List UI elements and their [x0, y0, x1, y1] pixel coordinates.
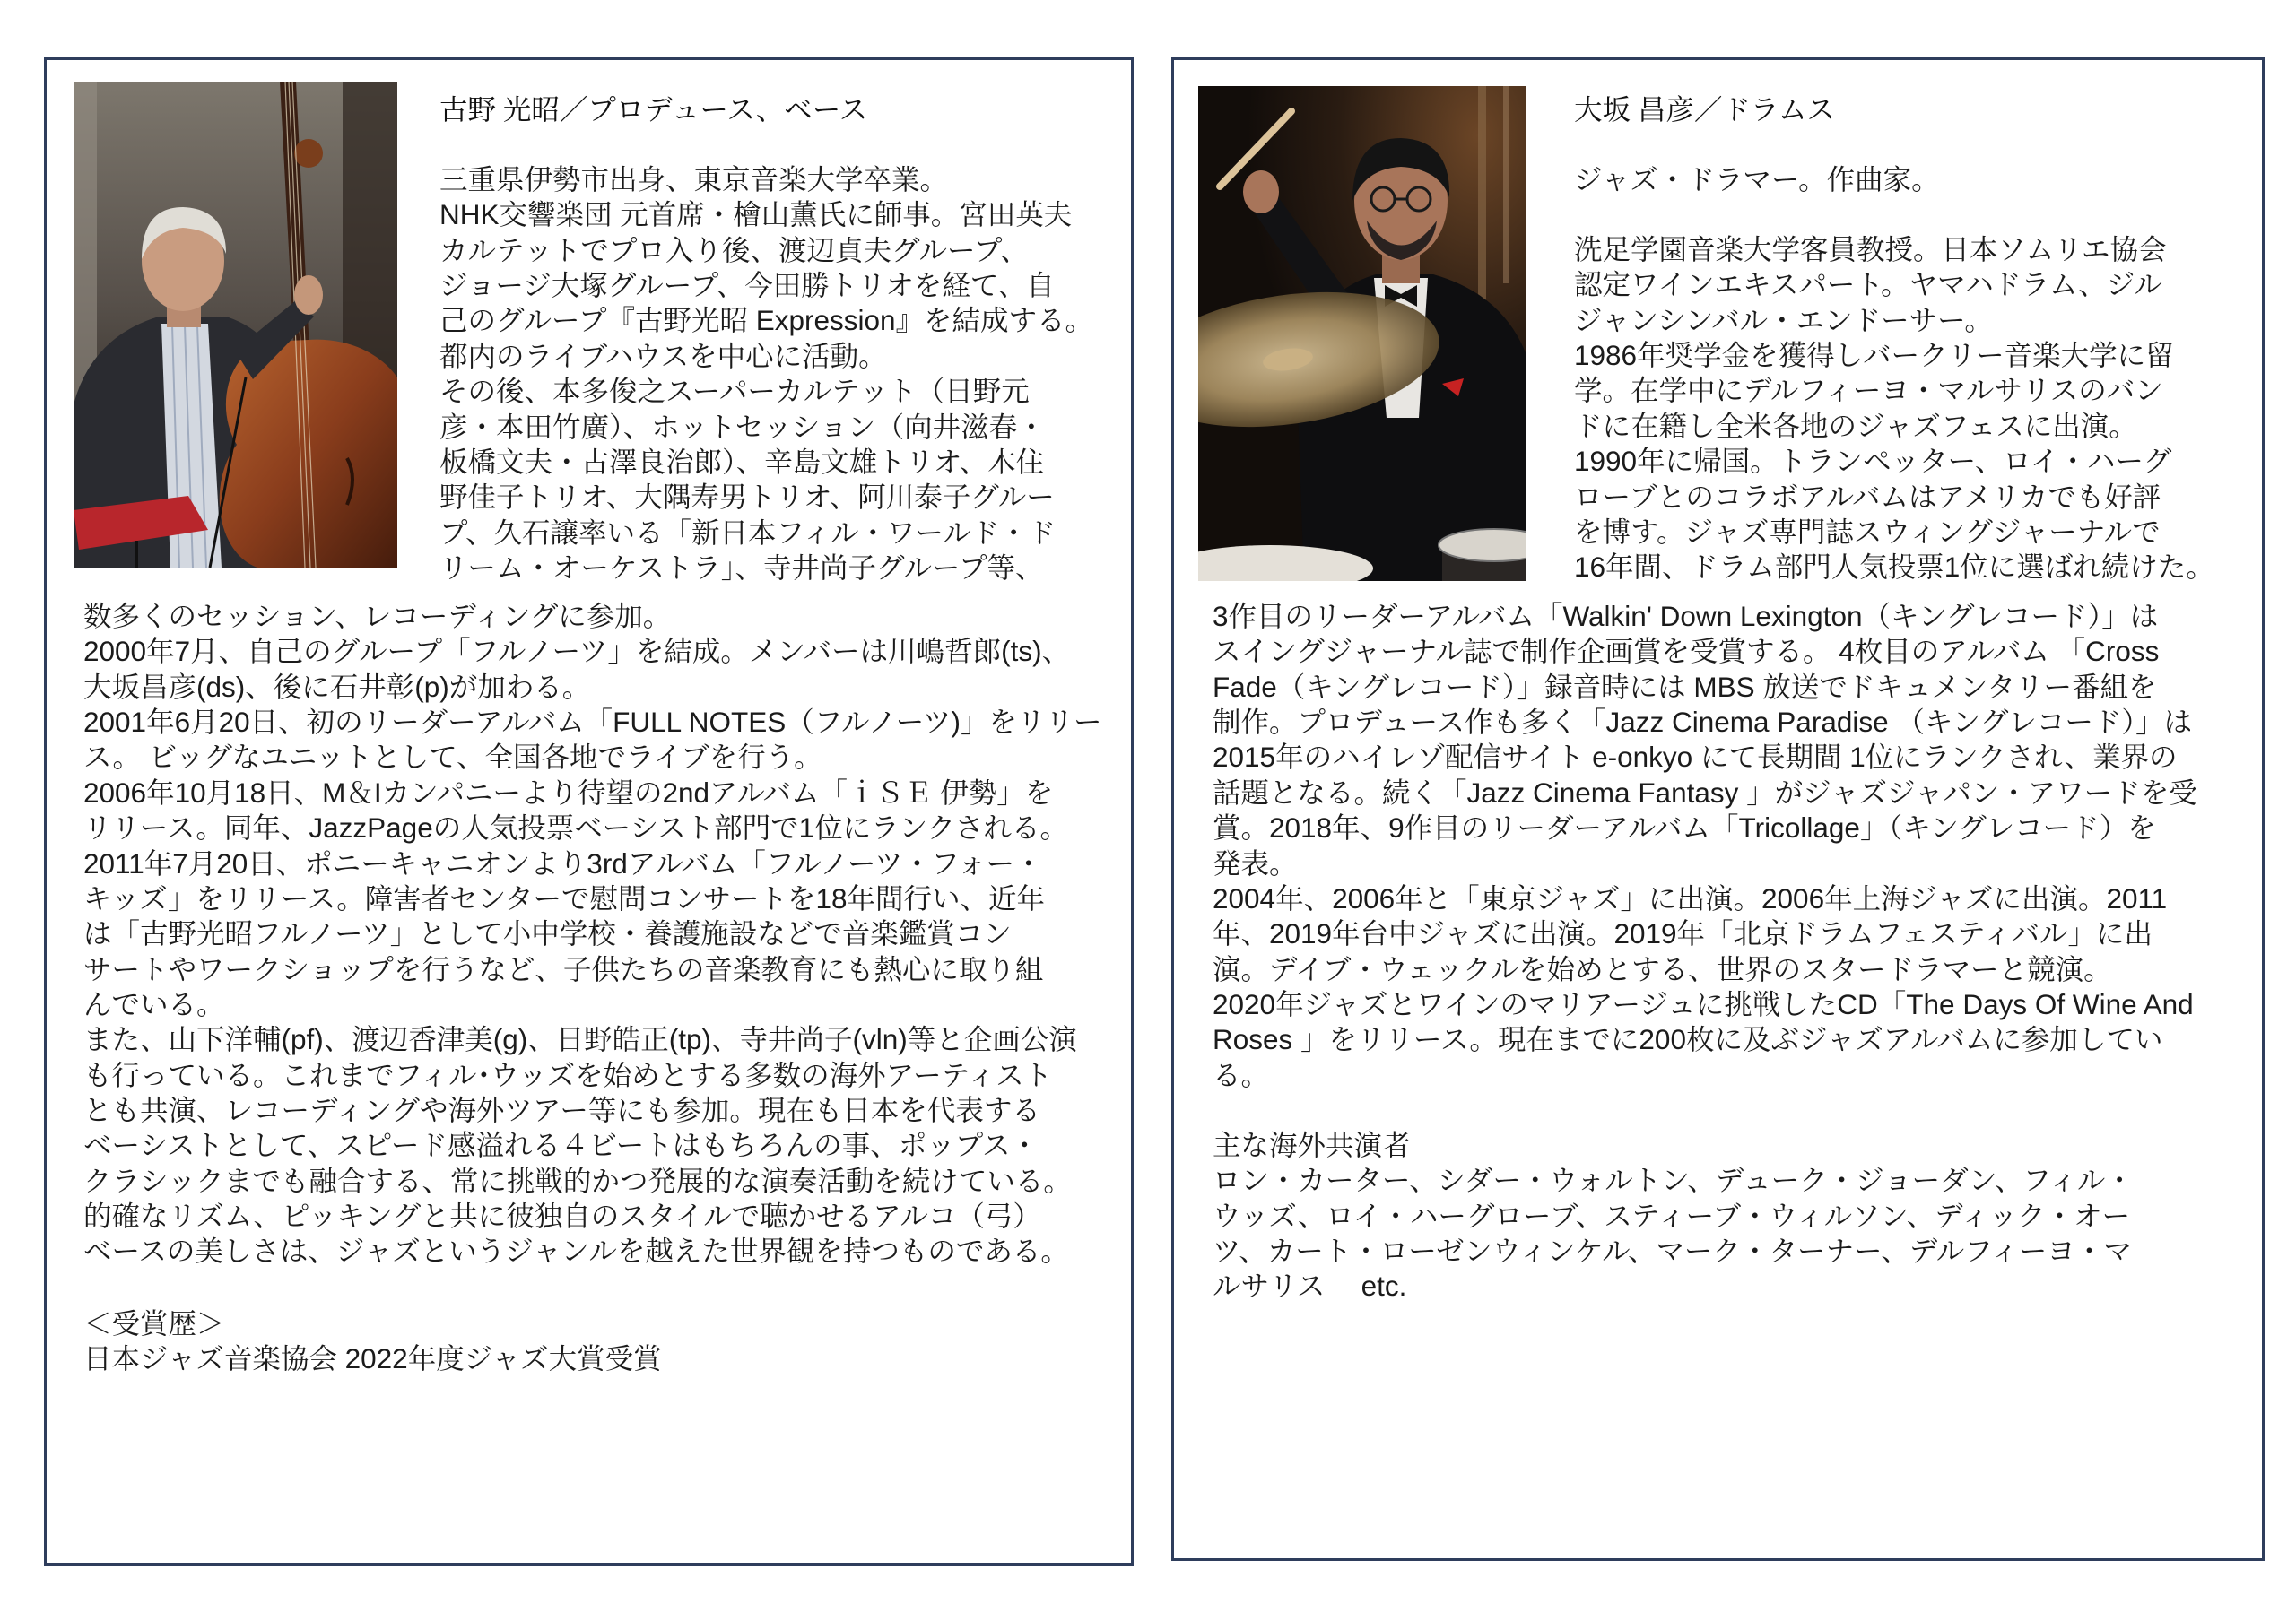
bio-line: 16年間、ドラム部門人気投票1位に選ばれ続けた。	[1574, 551, 2214, 584]
bio-line: ドに在籍し全米各地のジャズフェスに出演。	[1574, 409, 2137, 442]
drummer-photo	[1198, 86, 1526, 581]
bio-line: 制作。プロデュース作も多く「Jazz Cinema Paradise （キングレコード）」は	[1213, 706, 2193, 739]
bio-line: 2006年10月18日、M＆Iカンパニーより待望の2ndアルバム「ｉＳＥ 伊勢」を	[83, 776, 1054, 809]
bio-line: 1990年に帰国。トランペッター、ロイ・ハーグ	[1574, 445, 2172, 478]
collaborators-section	[1213, 1128, 2134, 1305]
bio-line: カルテットでプロ入り後、渡辺貞夫グループ、	[439, 233, 1029, 266]
awards-section	[83, 1306, 662, 1377]
bio-line: も行っている。これまでフィル･ウッズを始めとする多数の海外アーティスト	[83, 1058, 1053, 1091]
awards-list	[83, 1341, 662, 1376]
bio-line: は「古野光昭フルノーツ」として小中学校・養護施設などで音楽鑑賞コン	[83, 917, 1012, 950]
bio-line: ジョージ大塚グループ、今田勝トリオを経て、自	[439, 269, 1055, 302]
collaborators-list	[1213, 1163, 2134, 1304]
bassist-hand	[294, 275, 323, 315]
bio-line: 三重県伊勢市出身、東京音楽大学卒業。	[439, 163, 949, 195]
award-item: 日本ジャズ音楽協会 2022年度ジャズ大賞受賞	[83, 1342, 662, 1375]
bio-line: 都内のライブハウスを中心に活動。	[439, 339, 887, 372]
bio-line: 1986年奨学金を獲得しバークリー音楽大学に留	[1574, 339, 2174, 372]
bio-line: 2015年のハイレゾ配信サイト e-onkyo にて長期間 1位にランクされ、業界の	[1213, 741, 2178, 774]
bio-line: ベースの美しさは、ジャズというジャンルを越えた世界観を持つものである。	[83, 1235, 1069, 1268]
bio-line: リーム・オーケストラ」、寺井尚子グループ等、	[439, 551, 1044, 584]
collaborators-line: ルサリス etc.	[1213, 1270, 1407, 1303]
bio-line: サートやワークショップを行うなど、子供たちの音楽教育にも熱心に取り組	[83, 952, 1044, 985]
collaborators-line: ロン・カーター、シダー・ウォルトン、デューク・ジョーダン、フィル・	[1213, 1164, 2134, 1197]
bio-line: 年、2019年台中ジャズに出演。2019年「北京ドラムフェスティバル」に出	[1213, 917, 2152, 950]
bio-line: 話題となる。続く「Jazz Cinema Fantasy 」がジャズジャパン・アワードを受	[1213, 776, 2197, 809]
stage-post	[1503, 86, 1509, 283]
bio-line: Fade（キングレコード）」録音時には MBS 放送でドキュメンタリー番組を	[1213, 670, 2157, 703]
bio-line: 2000年7月、自己のグループ「フルノーツ」を結成。メンバーは川嶋哲郎(ts)、	[83, 635, 1071, 668]
bio-line: 大坂昌彦(ds)、後に石井彰(p)が加わる。	[83, 670, 591, 703]
bio-line: 演。デイブ・ウェックルを始めとする、世界のスタードラマーと競演。	[1213, 952, 2112, 985]
bio-main	[83, 599, 1101, 1270]
bio-line: 野佳子トリオ、大隅寿男トリオ、阿川泰子グルー	[439, 481, 1055, 514]
bio-line: また、山下洋輔(pf)、渡辺香津美(g)、日野皓正(tp)、寺井尚子(vln)等と企画公演	[83, 1023, 1077, 1056]
artist-tagline: ジャズ・ドラマー。作曲家。	[1574, 163, 1940, 195]
bio-line: 賞。2018年、9作目のリーダーアルバム「Tricollage」（キングレコード）を	[1213, 811, 2156, 845]
bio-line: ス。 ビッグなユニットとして、全国各地でライブを行う。	[83, 741, 822, 774]
bio-line: プ、久石譲率いる「新日本フィル・ワールド・ド	[439, 516, 1057, 549]
bassist-photo	[74, 82, 397, 568]
bio-intro	[1574, 232, 2214, 585]
bio-line: 2020年ジャズとワインのマリアージュに挑戦したCD「The Days Of Wine And	[1213, 987, 2194, 1020]
bio-line: 洗足学園音楽大学客員教授。日本ソムリエ協会	[1574, 233, 2167, 265]
artist-name: 大坂 昌彦／ドラムス	[1574, 94, 1836, 126]
bio-main	[1213, 599, 2197, 1093]
bio-line: 認定ワインエキスパート。ヤマハドラム、ジル	[1574, 268, 2162, 301]
bio-line: 板橋文夫・古澤良治郎）、辛島文雄トリオ、木住	[439, 445, 1045, 478]
collaborators-heading: 主な海外共演者	[1213, 1129, 1411, 1161]
bio-line: クラシックまでも融合する、常に挑戦的かつ発展的な演奏活動を続けている。	[83, 1164, 1072, 1197]
bio-line: を博す。ジャズ専門誌スウィングジャーナルで	[1574, 515, 2161, 548]
bio-line: 彦・本田竹廣）、ホットセッション（向井滋春・	[439, 410, 1046, 443]
snare-drum	[1439, 529, 1526, 561]
bio-line: 発表。	[1213, 846, 1298, 880]
bio-line: ジャンシンバル・エンドーサー。	[1574, 303, 1993, 336]
profile-card-bassist	[44, 57, 1134, 1566]
bio-line: る。	[1213, 1058, 1270, 1091]
bio-line: その後、本多俊之スーパーカルテット（日野元	[439, 375, 1030, 408]
bio-line: Roses 」をリリース。現在までに200枚に及ぶジャズアルバムに参加してい	[1213, 1023, 2163, 1056]
bio-intro	[439, 162, 1093, 585]
bio-line: 2011年7月20日、ポニーキャニオンより3rdアルバム「フルノーツ・フォー・	[83, 846, 1043, 880]
bio-line: 己のグループ『古野光昭 Expression』を結成する。	[439, 304, 1094, 337]
bio-line: 学。在学中にデルフィーヨ・マルサリスのバン	[1574, 374, 2163, 407]
bio-line: スイングジャーナル誌で制作企画賞を受賞する。 4枚目のアルバム 「Cross	[1213, 635, 2160, 668]
artist-name: 古野 光昭／プロデュース、ベース	[439, 94, 868, 126]
profile-card-drummer	[1171, 57, 2265, 1561]
bio-line: キッズ」をリリース。障害者センターで慰問コンサートを18年間行い、近年	[83, 881, 1046, 915]
bio-line: 2004年、2006年と「東京ジャズ」に出演。2006年上海ジャズに出演。2011	[1213, 881, 2168, 915]
bio-line: 3作目のリーダーアルバム「Walkin' Down Lexington（キングレコード）」は	[1213, 600, 2159, 632]
bio-line: NHK交響楽団 元首席・檜山薫氏に師事。宮田英夫	[439, 198, 1073, 231]
bass-scroll	[294, 139, 323, 168]
bio-line: ローブとのコラボアルバムはアメリカでも好評	[1574, 480, 2161, 513]
bio-line: 的確なリズム、ピッキングと共に彼独自のスタイルで聴かせるアルコ（弓）	[83, 1200, 1041, 1233]
bio-line: とも共演、レコーディングや海外ツアー等にも参加。現在も日本を代表する	[83, 1094, 1040, 1127]
collaborators-line: ウッズ、ロイ・ハーグローブ、スティーブ・ウィルソン、ディック・オー	[1213, 1199, 2131, 1232]
bio-line: 数多くのセッション、レコーディングに参加。	[83, 600, 672, 632]
collaborators-line: ツ、カート・ローゼンウィンケル、マーク・ターナー、デルフィーヨ・マ	[1213, 1235, 2132, 1268]
bio-line: リリース。同年、JazzPageの人気投票ベーシスト部門で1位にランクされる。	[83, 811, 1069, 845]
bio-line: んでいる。	[83, 987, 225, 1020]
awards-heading: ＜受賞歴＞	[83, 1307, 225, 1340]
bio-line: 2001年6月20日、初のリーダーアルバム「FULL NOTES（フルノーツ)」をリリー	[83, 706, 1102, 739]
drummer-hand	[1243, 170, 1279, 213]
stage-post	[1478, 86, 1486, 319]
bio-line: ベーシストとして、スピード感溢れる４ビートはもちろんの事、ポップス・	[83, 1129, 1039, 1162]
